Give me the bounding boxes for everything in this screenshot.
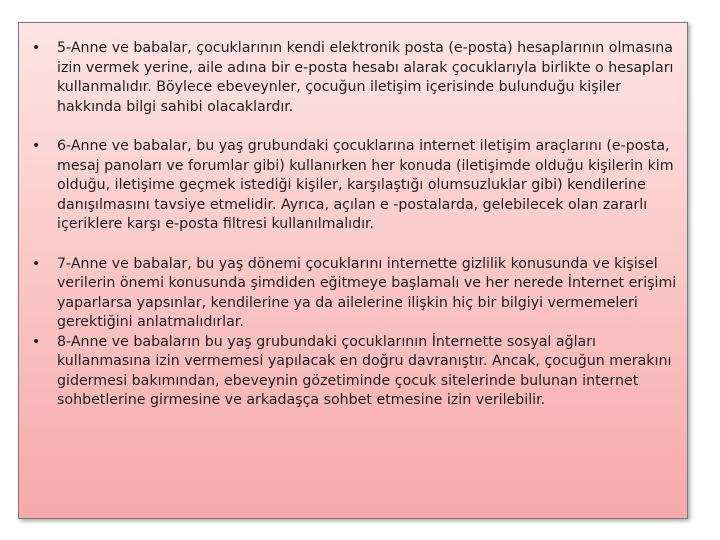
bullet-text: 6-Anne ve babalar, bu yaş grubundaki çocuklarına internet iletişim araçlarını (e-posta, mesaj panoları ve forumlar gibi) kullanırken her konuda (iletişimde olduğu kişilerin kim olduğu, iletişime geçmek istediği kişiler, karşılaştığı olumsuzluklar gibi) kendilerine danışılmasını tavsiye etmelidir. Ayrıca, açılan e -postalarda, gelebilecek olan zararlı içeriklere karşı e-posta filtresi kullanılmalıdır. [57, 138, 674, 232]
bullet-item-6 [29, 137, 679, 235]
bullet-item-7 [29, 255, 679, 333]
bullet-dot-icon: • [31, 40, 41, 56]
bullet-list [29, 39, 679, 411]
bullet-text: 7-Anne ve babalar, bu yaş dönemi çocuklarını internette gizlilik konusunda ve kişisel verilerin önemi konusunda şimdiden eğitmeye başlamalı ve her nerede İnternet erişimi yaparlarsa yapsınlar, kendilerine ya da ailelerine ilişkin hiç bir bilgiyi vermemeleri gerektiğini anlatmalıdırlar. [57, 255, 677, 330]
bullet-dot-icon: • [31, 138, 41, 154]
bullet-item-8 [29, 333, 679, 411]
bullet-text: 5-Anne ve babalar, çocuklarının kendi elektronik posta (e-posta) hesaplarının olmasına izin vermek yerine, aile adına bir e-posta hesabı alarak çocuklarıyla birlikte o hesapları kullanmalıdır. Böylece ebeveynler, çocuğun iletişim içerisinde bulunduğu kişiler hakkında bilgi sahibi olacaklardır. [57, 40, 674, 115]
bullet-dot-icon: • [31, 333, 41, 350]
bullet-item-5 [29, 39, 679, 117]
content-text-box [18, 22, 688, 519]
bullet-text: 8-Anne ve babaların bu yaş grubundaki çocuklarının İnternette sosyal ağları kullanmasına izin vermemesi yapılacak en doğru davranıştır. Ancak, çocuğun merakını gidermesi bakımından, ebeveynin gözetiminde çocuk sitelerinde bulunan internet sohbetlerine girmesine ve arkadaşça sohbet etmesine izin verilebilir. [57, 333, 672, 408]
bullet-dot-icon: • [31, 255, 41, 272]
